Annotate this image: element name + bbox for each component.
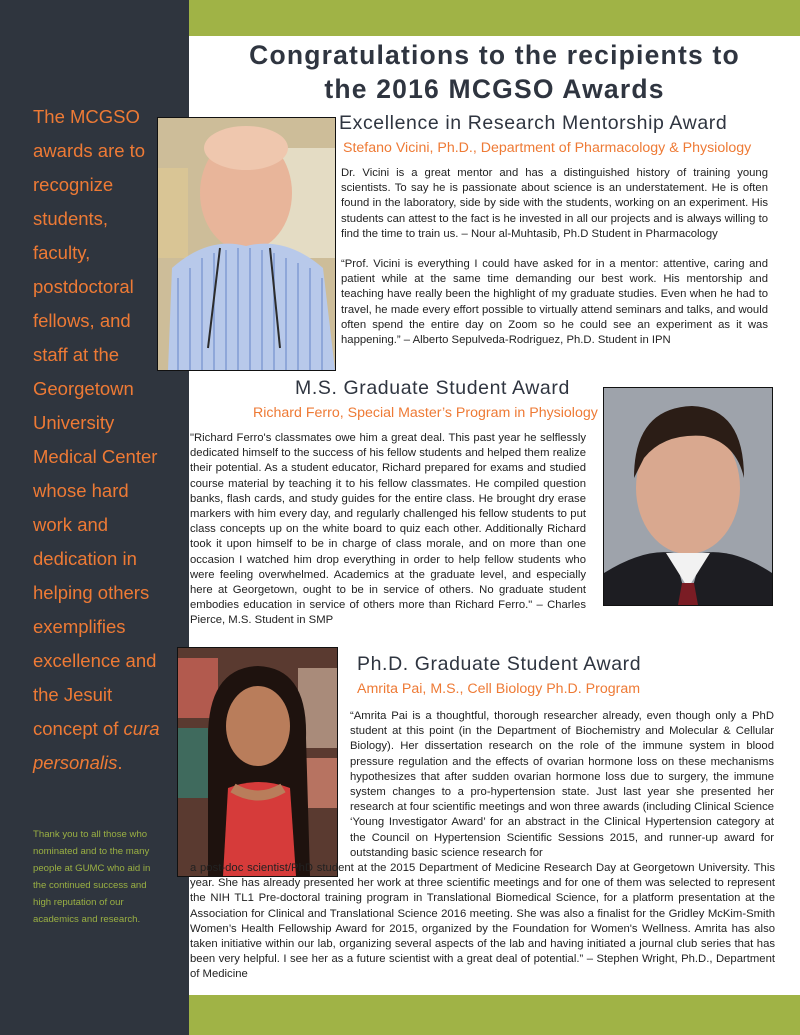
- mission-line: postdoctoral: [33, 276, 134, 297]
- portrait-image-icon: [178, 648, 337, 876]
- mission-line: students,: [33, 208, 109, 229]
- mission-line: Medical Center: [33, 446, 158, 467]
- mission-line: faculty,: [33, 242, 91, 263]
- mission-line: The MCGSO: [33, 106, 140, 127]
- testimonial-paragraph: a post-doc scientist/PhD student at the 2015 Department of Medicine Research Day at Georgetown University. This year. She has already presented her work at three scientific meetings and for one of them was selected to represent the NIH TL1 Pre-doctoral training program in Translational Biomedical Science, for a platform presentation at the Association for Clinical and Translational Science 2016 meeting. She was also a finalist for the Gridley McKim-Smith Women’s Health Fellowship Award for 2015, organized by the Foundation for Women's Wellness. Amrita has also taken initiative within our lab, organizing several aspects of the lab and having initiated a journal club series that has been very helpful. I see her as a future scientist with a great deal of potential.” – Stephen Wright, Ph.D., Department of Medicine: [190, 862, 775, 981]
- mission-line: helping others: [33, 582, 150, 603]
- mission-line: University: [33, 412, 115, 433]
- bottom-accent-bar: [189, 995, 800, 1035]
- testimonial-paragraph: “Prof. Vicini is everything I could have asked for in a mentor: attentive, caring and patient while at the same time demanding our best work. His mentorship and teaching have really been the highlight of my graduate studies. Even when he had to travel, he made every effort possible to virtually attend seminars and talks, and would often spend the entire day on Zoom so he could see an experiment as it was happening.” – Alberto Sepulveda-Rodriguez, Ph.D. Student in IPN: [341, 258, 768, 347]
- page-title: [189, 38, 800, 106]
- mission-line: whose hard: [33, 480, 129, 501]
- top-accent-bar: [189, 0, 800, 36]
- mission-line: exemplifies: [33, 616, 126, 637]
- award-recipient: Stefano Vicini, Ph.D., Department of Pharmacology & Physiology: [343, 140, 752, 156]
- testimonial-paragraph: “Amrita Pai is a thoughtful, thorough researcher already, even though only a PhD student at this point (in the Department of Biochemistry and Molecular & Cellular Biology). Her dissertation research on the role of the immune system in blood pressure regulation and the effects of ovarian hormone loss on these mechanisms hypothesizes that after sudden ovarian hormone loss due to surgery, the immune system changes to a pro-hypertension state. Just last year she presented her research at four scientific meetings and won three awards (including Clinical Science ‘Young Investigator Award’ for an abstract in the Clinical Hypertension category at the Council on Hypertension Scientific Sessions 2015, and runner-up award for outstanding basic science research for: [350, 710, 774, 859]
- mission-line: the Jesuit: [33, 684, 113, 705]
- photo-amrita-pai: [177, 647, 338, 877]
- page-title-line: the 2016 MCGSO Awards: [324, 74, 665, 104]
- mission-line: [33, 712, 183, 746]
- award-description: [350, 709, 774, 861]
- page-title-line: Congratulations to the recipients to: [249, 40, 740, 70]
- portrait-image-icon: [604, 388, 772, 605]
- mission-line: fellows, and: [33, 310, 131, 331]
- award-heading: Excellence in Research Mentorship Award: [339, 112, 728, 134]
- mission-line: staff at the: [33, 344, 120, 365]
- mission-line: [33, 746, 183, 780]
- mission-line: excellence and: [33, 650, 157, 671]
- portrait-image-icon: [158, 118, 335, 370]
- testimonial-paragraph: "Richard Ferro's classmates owe him a great deal. This past year he selflessly dedicated himself to the success of his fellow students and helped them realize their potential. As a student educator, Richard prepared for exams and studied course material by teaching it to his fellow classmates. He compiled question banks, flash cards, and study guides for the entire class. He brought dry erase markers with him every day, and regularly challenged his fellow students to put class concepts up on the white board to quiz each other. Additionally Richard took it upon himself to be in charge of class morale, and on more than one occasion I watched him drop everything in order to help fellow students who were feeling overwhelmed. Academics at the graduate level, and especially here at Georgetown, ought to be in service of others. No graduate student embodies education in service of others more than Richard Ferro." – Charles Pierce, M.S. Student in SMP: [190, 432, 586, 627]
- mission-line: recognize: [33, 174, 114, 195]
- award-heading: M.S. Graduate Student Award: [295, 377, 570, 399]
- mission-italic-text: cura: [123, 718, 160, 739]
- photo-richard-ferro: [603, 387, 773, 606]
- mission-line: awards are to: [33, 140, 146, 161]
- mission-text: .: [117, 752, 123, 773]
- photo-stefano-vicini: [157, 117, 336, 371]
- testimonial-paragraph: Dr. Vicini is a great mentor and has a distinguished history of training young scientists. To say he is passionate about science is an understatement. He is often found in the laboratory, side by side with the students, working on an experiment. His students can attest to the fact is he invested in all our projects and is always willing to find the time to train us. – Nour al-Muhtasib, Ph.D Student in Pharmacology: [341, 167, 768, 240]
- mission-line: Georgetown: [33, 378, 134, 399]
- mission-line: work and: [33, 514, 109, 535]
- sidebar-thanks-note: Thank you to all those who nominated and to the many people at GUMC who aid in the continued success and high reputation of our academics and research.: [33, 829, 151, 925]
- mission-line: dedication in: [33, 548, 137, 569]
- award-description: [190, 431, 586, 629]
- award-description-continued: [190, 861, 775, 983]
- award-recipient: Amrita Pai, M.S., Cell Biology Ph.D. Program: [357, 681, 641, 697]
- award-heading: Ph.D. Graduate Student Award: [357, 653, 642, 675]
- mission-text: concept of: [33, 718, 124, 739]
- mission-italic-text: personalis: [33, 752, 118, 773]
- award-recipient: Richard Ferro, Special Master’s Program in Physiology: [253, 405, 598, 421]
- award-description: [341, 166, 768, 348]
